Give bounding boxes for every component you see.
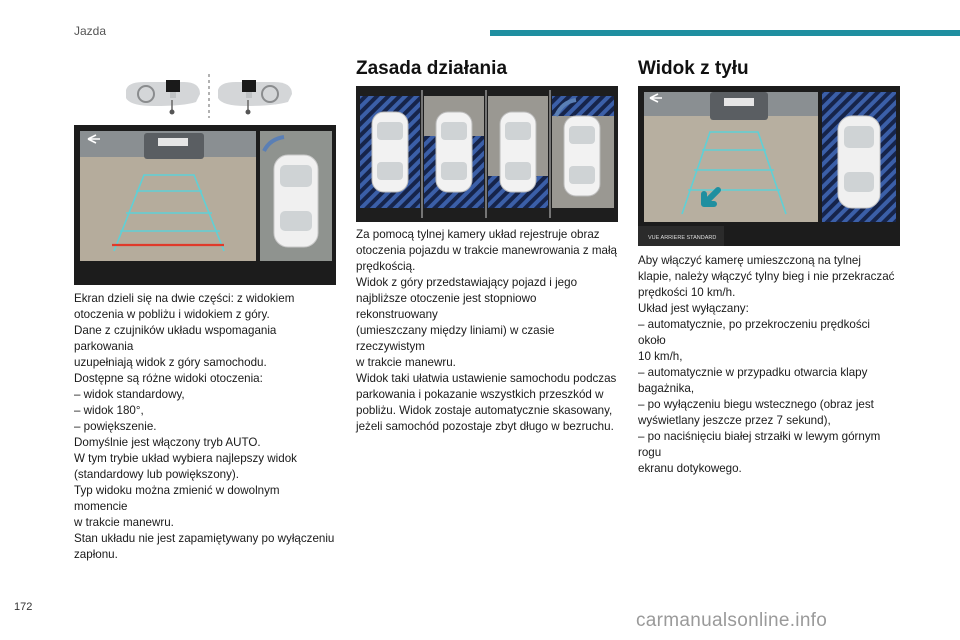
split-screen-camera-view (74, 125, 336, 285)
list-item: – widok standardowy, (74, 388, 185, 401)
list-item: – powiększenie. (74, 420, 157, 433)
paragraph: Ekran dzieli się na dwie części: z widokiem otoczenia w pobliżu i widokiem z góry. (74, 292, 295, 321)
col1-text (74, 291, 336, 563)
paragraph: Aby włączyć kamerę umieszczoną na tylnej klapie, należy włączyć tylny bieg i nie przekraczać prędkości 10 km/h. (638, 254, 895, 299)
paragraph: Za pomocą tylnej kamery układ rejestruje obraz otoczenia pojazdu w trakcie manewrowania z małą prędkością. (356, 228, 617, 273)
col2-text (356, 227, 618, 435)
list-item: – widok 180°, (74, 404, 144, 417)
paragraph: Dane z czujników układu wspomagania parkowania uzupełniają widok z góry samochodu. (74, 324, 277, 369)
top-view-sequence-illustration (356, 86, 618, 222)
paragraph: Dostępne są różne widoki otoczenia: (74, 372, 263, 385)
heading-widok-z-tylu: Widok z tyłu (638, 58, 749, 79)
heading-zasada-dzialania: Zasada działania (356, 58, 508, 79)
col3-text (638, 253, 900, 477)
list-item: – automatycznie, po przekroczeniu prędkości około 10 km/h, (638, 318, 870, 363)
screen-view-label: VUE ARRIERE STANDARD (648, 235, 717, 241)
paragraph: Widok z góry przedstawiający pojazd i jego najbliższe otoczenie jest stopniowo rekonstruowany (umieszczany między liniami) w czasie rzeczywistym w trakcie manewru. (356, 276, 578, 369)
rear-mirror-camera-illustration (124, 74, 294, 118)
paragraph: Widok taki ułatwia ustawienie samochodu podczas parkowania i pokazanie wszystkich przeszkód w pobliżu. Widok zostaje automatycznie skasowany, jeżeli samochód pozostaje zbyt długo w bezruchu. (356, 372, 617, 433)
header-accent-bar (490, 30, 960, 36)
paragraph: W tym trybie układ wybiera najlepszy widok (standardowy lub powiększony). (74, 452, 297, 481)
list-item: – po naciśnięciu białej strzałki w lewym górnym rogu ekranu dotykowego. (638, 430, 881, 475)
paragraph: Domyślnie jest włączony tryb AUTO. (74, 436, 261, 449)
section-label: Jazda (74, 24, 107, 38)
list-item: – po wyłączeniu biegu wstecznego (obraz jest wyświetlany jeszcze przez 7 sekund), (638, 398, 874, 427)
paragraph: Układ jest wyłączany: (638, 302, 749, 315)
rear-view-camera-screen (638, 86, 900, 246)
paragraph: Stan układu nie jest zapamiętywany po wyłączeniu zapłonu. (74, 532, 335, 561)
paragraph: Typ widoku można zmienić w dowolnym momencie w trakcie manewru. (74, 484, 280, 529)
list-item: – automatycznie w przypadku otwarcia klapy bagażnika, (638, 366, 868, 395)
page-number: 172 (14, 601, 33, 613)
watermark: carmanualsonline.info (636, 610, 828, 631)
